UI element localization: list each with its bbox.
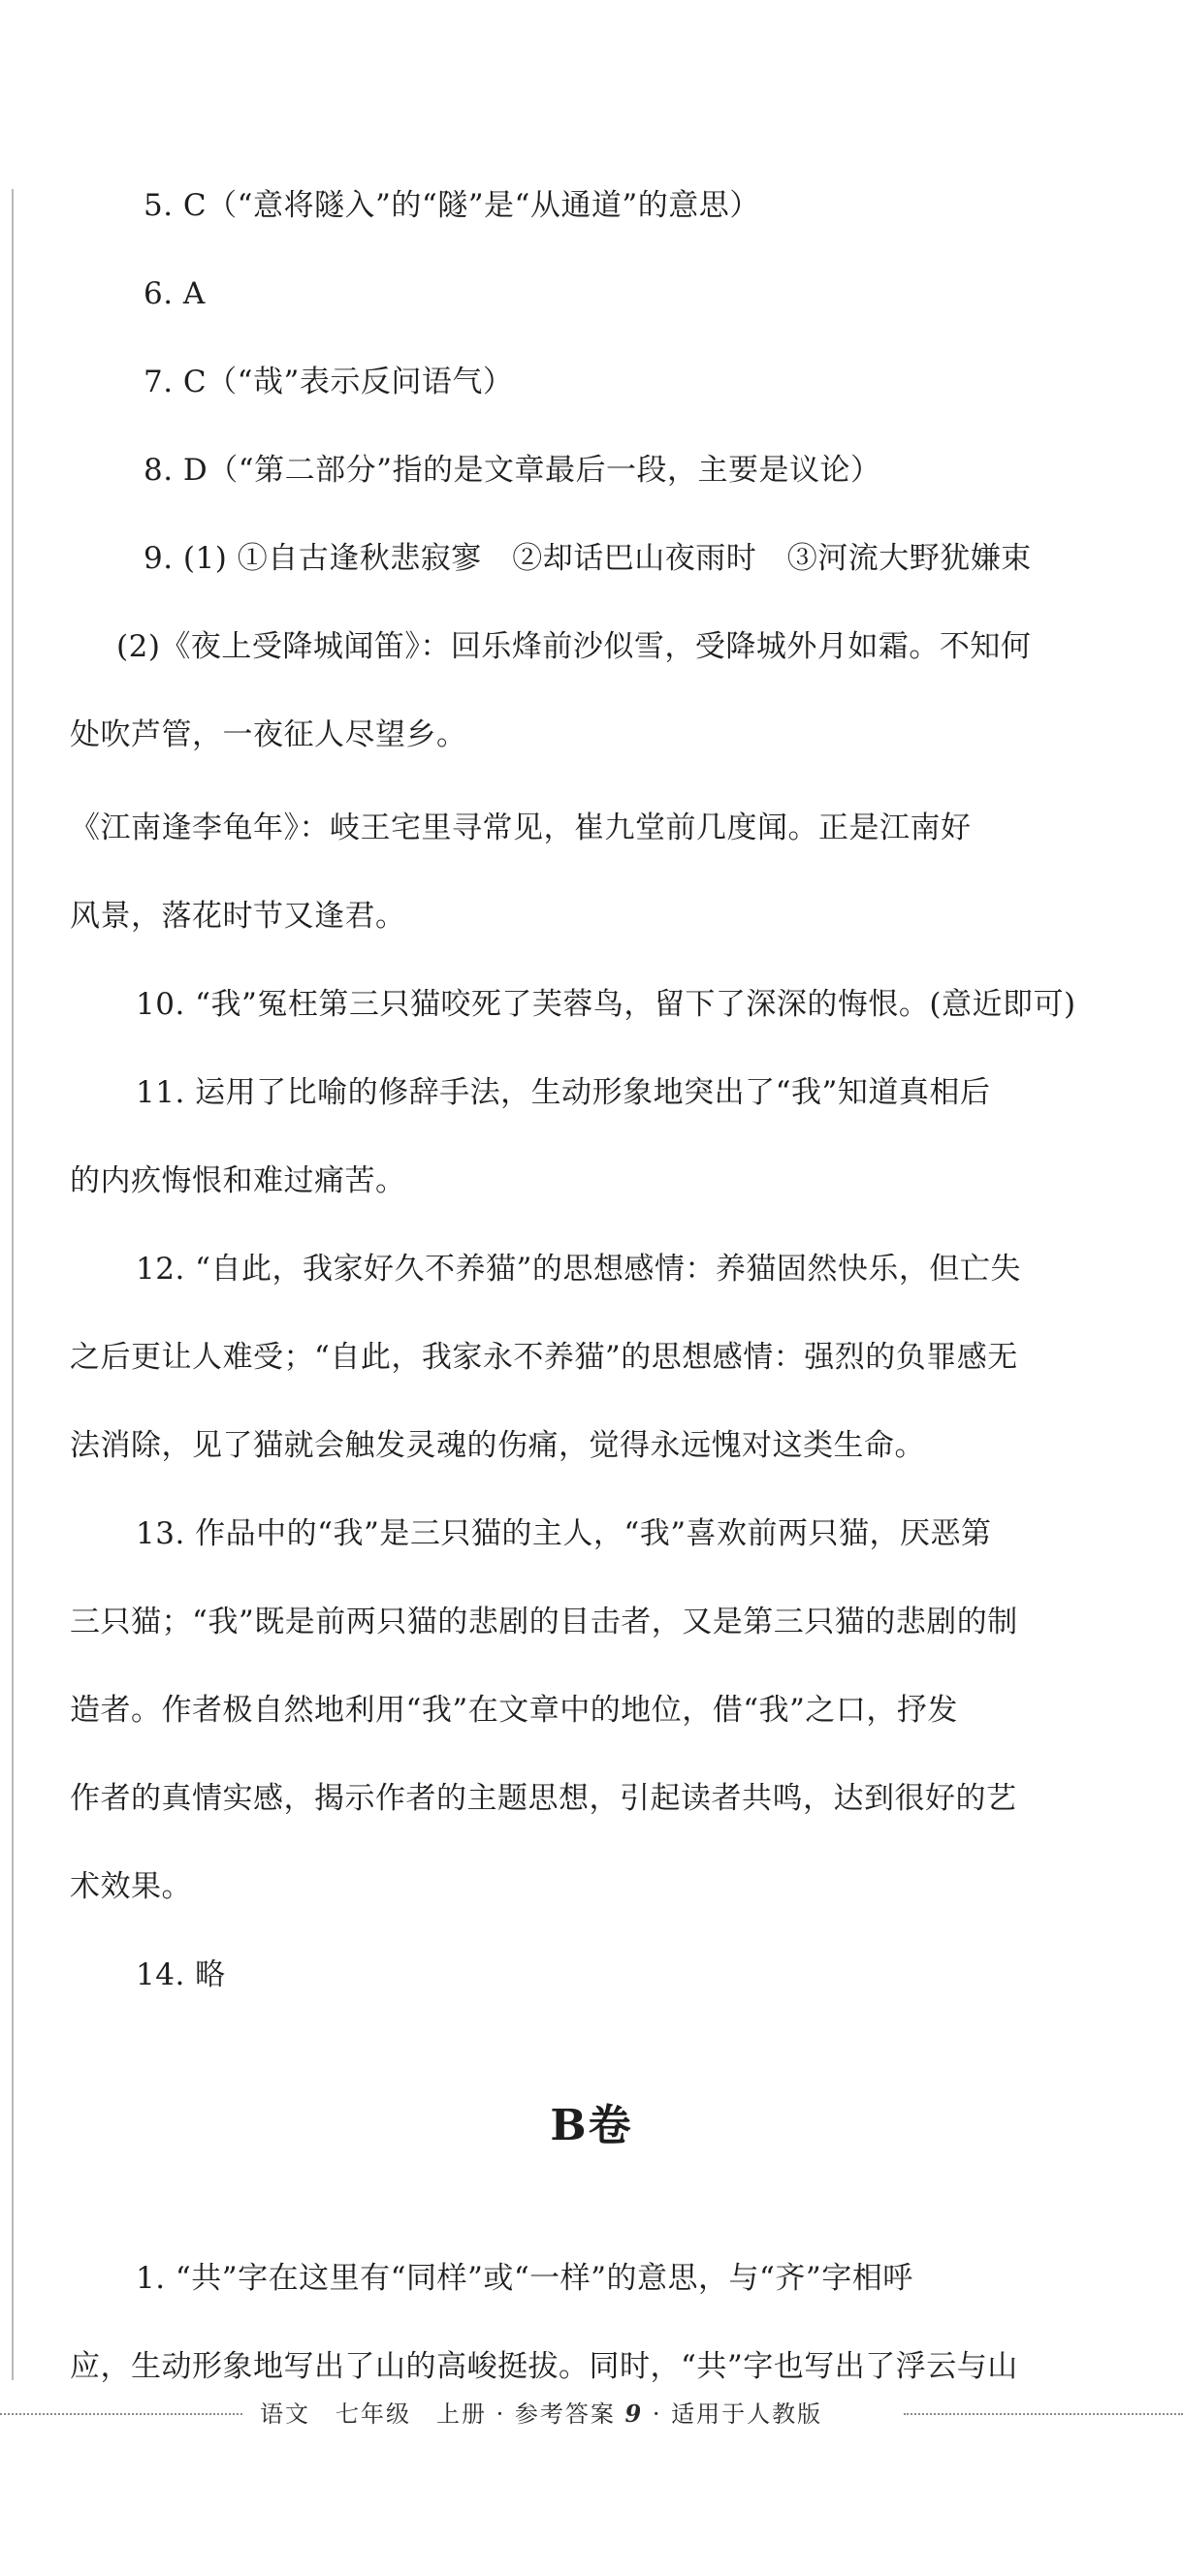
- footer-dotted-rule: [904, 2413, 1183, 2415]
- answer-line: 10. “我”冤枉第三只猫咬死了芙蓉鸟，留下了深深的悔恨。(意近即可): [136, 987, 1076, 1022]
- answer-line: 6. A: [144, 276, 206, 311]
- answer-line: 1. “共”字在这里有“同样”或“一样”的意思，与“齐”字相呼: [136, 2261, 913, 2296]
- answer-line: 13. 作品中的“我”是三只猫的主人，“我”喜欢前两只猫，厌恶第: [136, 1516, 992, 1551]
- answer-line: 9. (1) ①自古逢秋悲寂寥 ②却话巴山夜雨时 ③河流大野犹嫌束: [144, 541, 1032, 576]
- answer-line: 术效果。: [70, 1869, 192, 1904]
- answer-line: 的内疚悔恨和难过痛苦。: [70, 1163, 406, 1198]
- answer-line: 之后更让人难受；“自此，我家永不养猫”的思想感情：强烈的负罪感无: [70, 1340, 1018, 1375]
- answer-line: 应，生动形象地写出了山的高峻挺拔。同时，“共”字也写出了浮云与山: [70, 2349, 1018, 2384]
- page-number: 9: [624, 2400, 644, 2428]
- answer-line: 14. 略: [136, 1957, 226, 1992]
- answer-line: 风景，落花时节又逢君。: [70, 899, 406, 934]
- footer-edition-label: · 适用于人教版: [652, 2401, 823, 2428]
- answer-line: 11. 运用了比喻的修辞手法，生动形象地突出了“我”知道真相后: [136, 1075, 991, 1110]
- footer-text: [260, 2395, 890, 2433]
- answer-line: 8. D（“第二部分”指的是文章最后一段，主要是议论）: [144, 453, 881, 488]
- answer-line: 7. C（“哉”表示反问语气）: [144, 365, 514, 399]
- answer-line: 12. “自此，我家好久不养猫”的思想感情：养猫固然快乐，但亡失: [136, 1252, 1021, 1287]
- answer-line: 作者的真情实感，揭示作者的主题思想，引起读者共鸣，达到很好的艺: [70, 1781, 1017, 1816]
- answer-line: 《江南逢李龟年》：岐王宅里寻常见，崔九堂前几度闻。正是江南好: [70, 811, 972, 845]
- answer-line: 造者。作者极自然地利用“我”在文章中的地位，借“我”之口，抒发: [70, 1693, 958, 1728]
- answer-line: (2)《夜上受降城闻笛》：回乐烽前沙似雪，受降城外月如霜。不知何: [116, 629, 1032, 664]
- footer-book-label: 语文 七年级 上册 · 参考答案: [260, 2401, 616, 2428]
- page-footer: [0, 2395, 1183, 2433]
- answer-line: 法消除，见了猫就会触发灵魂的伤痛，觉得永远愧对这类生命。: [70, 1428, 925, 1463]
- section-title: B卷: [550, 2101, 633, 2150]
- answer-line: 三只猫；“我”既是前两只猫的悲剧的目击者，又是第三只猫的悲剧的制: [70, 1605, 1018, 1639]
- answer-line: 5. C（“意将隧入”的“隧”是“从通道”的意思）: [144, 188, 760, 223]
- footer-dotted-rule: [0, 2413, 242, 2415]
- answer-line: 处吹芦管，一夜征人尽望乡。: [70, 717, 467, 752]
